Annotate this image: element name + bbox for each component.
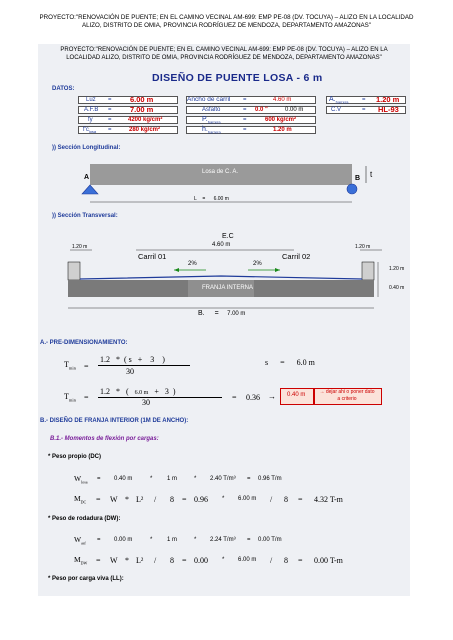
- barrier-left-dim: 1.20 m: [72, 244, 88, 250]
- ancho-eq: =: [243, 97, 247, 103]
- carril-01-label: Carril 01: [138, 252, 167, 261]
- ancho-carril-dim: 4.60 m: [212, 242, 231, 248]
- luz-value: 6.00 m: [130, 95, 154, 104]
- franja-heading: B.- DISEÑO DE FRANJA INTERIOR (1M DE ANCHO):: [40, 418, 189, 424]
- pbarrera-value: 600 kg/cm²: [265, 117, 297, 123]
- tmin-value: 0.40 m: [287, 392, 306, 398]
- dim-right-bottom: 0.40 m: [389, 285, 405, 291]
- longitudinal-section-drawing: [80, 160, 380, 210]
- ec-label: E.C: [222, 233, 234, 240]
- fc-eq: =: [108, 127, 112, 133]
- ancho-value: 4.60 m: [273, 97, 292, 103]
- asfalto-inches: 0.0 ": [255, 107, 268, 113]
- cv-value: HL-93: [378, 105, 399, 114]
- header-line-2: ALIZO, DISTRITO DE OMIA, PROVINCIA RODRÍGUEZ DE MENDOZA, DEPARTAMENTO AMAZONAS": [81, 22, 372, 29]
- ll-heading: * Peso por carga viva (LL):: [48, 576, 124, 582]
- longitudinal-heading: )) Sección Longitudinal:: [52, 145, 121, 151]
- franja-interna-label: FRANJA INTERNA: [202, 285, 254, 291]
- asphalt-line: [80, 276, 362, 279]
- hbarrera-eq: =: [243, 127, 247, 133]
- luz-eq: =: [108, 97, 112, 103]
- abarrera-label: $A._{barrera}$: [329, 96, 349, 105]
- barrier-right-dim: 1.20 m: [355, 244, 371, 250]
- slab-label: Losa de C. A.: [202, 169, 239, 175]
- barrier-right-shape: [362, 262, 374, 280]
- afb-value: 7.00 m: [130, 105, 154, 114]
- document-header: [10, 14, 443, 30]
- fy-label: fy: [88, 117, 93, 123]
- header-line-1: PROYECTO:"RENOVACIÓN DE PUENTE; EN EL CAMINO VECINAL AM-699: EMP PE-08 (DV. TOCUYA) – ALIZO EN LA LOCALIDAD: [39, 14, 414, 21]
- barrier-left-shape: [68, 262, 80, 280]
- dc-heading: * Peso propio (DC): [48, 454, 102, 460]
- sheet-title: DISEÑO DE PUENTE LOSA - 6 m: [152, 72, 323, 84]
- afb-label: A.F.B: [84, 107, 99, 113]
- fy-eq: =: [108, 117, 112, 123]
- abarrera-value: 1.20 m: [376, 95, 400, 104]
- fy-value: 4200 kg/cm²: [128, 117, 163, 123]
- datos-label: DATOS:: [52, 86, 75, 92]
- cv-label: C.V: [331, 107, 342, 113]
- dw-heading: * Peso de rodadura (DW):: [48, 516, 121, 522]
- slope-right-label: 2%: [253, 261, 262, 267]
- criterio-note: → dejar ahi o poner dato a criterio: [319, 389, 375, 402]
- transversal-heading: )) Sección Transversal:: [52, 213, 118, 219]
- sheet-project-line-1: PROYECTO:"RENOVACIÓN DE PUENTE; EN EL CAMINO VECINAL AM-699: EMP PE-08 (DV. TOCUYA) – ALIZO EN LA: [60, 47, 388, 53]
- asfalto-meters: 0.00 m: [285, 107, 304, 113]
- result-arrow-icon: →: [268, 392, 276, 401]
- support-a-icon: [82, 185, 98, 194]
- momentos-subheading: B.1.- Momentos de flexión por cargas:: [50, 436, 159, 442]
- predim-heading: A.- PRE-DIMENSIONAMIENTO:: [40, 340, 128, 346]
- dim-right-top: 1.20 m: [389, 266, 405, 272]
- sheet-project-text: [40, 46, 408, 62]
- support-a-label: A: [84, 174, 90, 181]
- fc-value: 280 kg/cm²: [129, 127, 161, 133]
- width-dim-text: B. = 7.00 m: [198, 310, 246, 317]
- slope-left-label: 2%: [188, 261, 197, 267]
- asfalto-eq: =: [243, 107, 247, 113]
- pbarrera-label: $P._{barrera}$: [202, 116, 221, 125]
- pbarrera-eq: =: [243, 117, 247, 123]
- hbarrera-label: $h._{barrera}$: [202, 126, 221, 135]
- hbarrera-value: 1.20 m: [273, 127, 292, 133]
- sheet-project-line-2: LOCALIDAD ALIZO, DISTRITO DE OMIA, PROVINCIA RODRÍGUEZ DE MENDOZA, DEPARTAMENTO AMAZONAS": [66, 55, 382, 61]
- luz-label: Luz: [86, 97, 96, 103]
- ancho-label: Ancho de carril: [187, 96, 231, 103]
- carril-02-label: Carril 02: [282, 252, 311, 261]
- length-dim-text: L = 6.00 m: [194, 196, 229, 202]
- abarrera-eq: =: [362, 97, 366, 103]
- cv-eq: =: [362, 107, 366, 113]
- asfalto-label: Asfalto: [202, 107, 221, 113]
- fc-label: $f'c_{losa}$: [83, 127, 97, 135]
- thickness-label: t: [370, 170, 373, 179]
- support-b-icon: [347, 184, 357, 194]
- afb-eq: =: [108, 107, 112, 113]
- support-b-label: B: [355, 175, 361, 182]
